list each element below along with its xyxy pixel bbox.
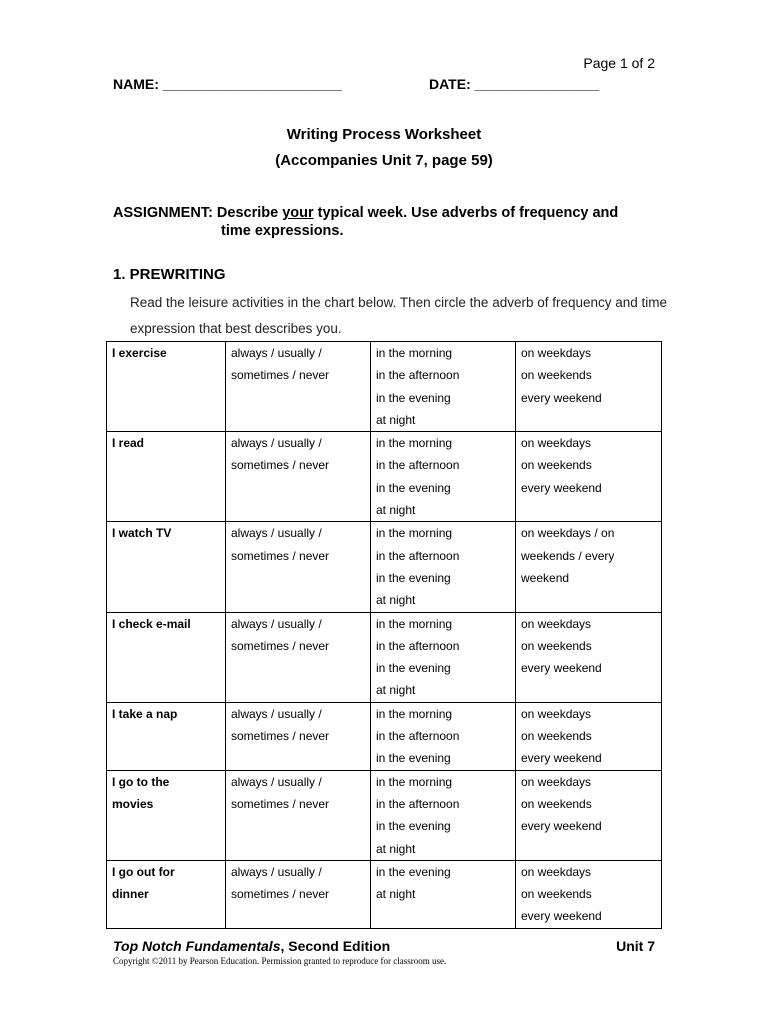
- cell-days[interactable]: [516, 702, 662, 770]
- section-heading: 1. PREWRITING: [113, 266, 226, 283]
- cell-times[interactable]: [371, 522, 516, 612]
- days-option: on weekdays: [521, 706, 592, 721]
- days-option: on weekdays: [521, 864, 592, 879]
- assignment-prefix: ASSIGNMENT: Describe: [113, 205, 283, 221]
- times-option: in the evening: [376, 480, 451, 495]
- cell-times[interactable]: [371, 342, 516, 432]
- adverbs-option: sometimes / never: [231, 729, 330, 744]
- cell-adverbs[interactable]: [226, 702, 371, 770]
- assignment-suffix: typical week. Use adverbs of frequency and: [313, 205, 619, 221]
- cell-activity: [107, 522, 226, 612]
- times-option: at night: [376, 887, 416, 902]
- cell-adverbs[interactable]: [226, 522, 371, 612]
- cell-days[interactable]: [516, 342, 662, 432]
- adverbs-option: always / usually /: [231, 706, 322, 721]
- cell-days[interactable]: [516, 612, 662, 702]
- times-option: in the morning: [376, 346, 453, 360]
- days-option: every weekend: [521, 390, 602, 405]
- days-option: on weekends: [521, 796, 592, 811]
- chart-body: [107, 342, 662, 929]
- times-option: in the morning: [376, 774, 453, 789]
- adverbs-option: sometimes / never: [231, 638, 330, 653]
- days-option: every weekend: [521, 819, 602, 834]
- days-option: every weekend: [521, 909, 602, 924]
- activity-option: movies: [112, 796, 154, 811]
- table-row: [107, 860, 662, 928]
- times-option: in the afternoon: [376, 796, 460, 811]
- times-option: in the afternoon: [376, 458, 460, 473]
- days-option: weekends / every: [521, 548, 615, 563]
- assignment-emphasis: your: [282, 205, 314, 221]
- cell-adverbs[interactable]: [226, 342, 371, 432]
- days-option: on weekends: [521, 458, 592, 473]
- adverbs-option: sometimes / never: [231, 458, 330, 473]
- cell-days[interactable]: [516, 432, 662, 522]
- cell-times[interactable]: [371, 860, 516, 928]
- days-option: on weekends: [521, 729, 592, 744]
- adverbs-option: always / usually /: [231, 436, 322, 451]
- activity-option: I check e-mail: [112, 616, 191, 631]
- cell-adverbs[interactable]: [226, 770, 371, 860]
- times-option: in the evening: [376, 819, 451, 834]
- cell-activity: [107, 860, 226, 928]
- assignment-line-1: [113, 204, 618, 222]
- cell-activity: [107, 702, 226, 770]
- days-option: on weekdays: [521, 346, 592, 360]
- activity-option: I watch TV: [112, 526, 172, 541]
- adverbs-option: always / usually /: [231, 346, 322, 360]
- instructions: Read the leisure activities in the chart below. Then circle the adverb of frequency and time expression that best describes you.: [130, 295, 668, 336]
- cell-days[interactable]: [516, 770, 662, 860]
- activity-option: I read: [112, 436, 145, 451]
- cell-times[interactable]: [371, 612, 516, 702]
- times-option: at night: [376, 683, 416, 698]
- adverbs-option: sometimes / never: [231, 796, 330, 811]
- assignment: [113, 204, 618, 240]
- days-option: on weekends: [521, 638, 592, 653]
- worksheet-title: Writing Process Worksheet: [286, 126, 482, 143]
- days-option: on weekdays: [521, 774, 592, 789]
- name-date-row: [113, 76, 658, 92]
- activity-option: I go out for: [112, 864, 175, 879]
- activity-option: I exercise: [112, 346, 167, 360]
- cell-activity: [107, 770, 226, 860]
- times-option: in the evening: [376, 661, 451, 676]
- times-option: in the afternoon: [376, 548, 460, 563]
- table-row: [107, 702, 662, 770]
- activity-option: dinner: [112, 887, 149, 902]
- days-option: on weekdays / on: [521, 526, 615, 541]
- cell-days[interactable]: [516, 522, 662, 612]
- times-option: in the evening: [376, 390, 451, 405]
- times-option: in the evening: [376, 864, 451, 879]
- footer: [113, 938, 658, 954]
- times-option: in the afternoon: [376, 729, 460, 744]
- book-title: Top Notch Fundamentals: [113, 938, 281, 954]
- page-number: Page 1 of 2: [583, 55, 655, 71]
- days-option: every weekend: [521, 661, 602, 676]
- unit-label: Unit 7: [616, 938, 655, 954]
- times-option: at night: [376, 841, 416, 856]
- days-option: every weekend: [521, 751, 602, 766]
- times-option: in the evening: [376, 570, 451, 585]
- copyright: Copyright ©2011 by Pearson Education. Permission granted to reproduce for classroom use.: [113, 956, 447, 966]
- cell-activity: [107, 342, 226, 432]
- cell-adverbs[interactable]: [226, 612, 371, 702]
- days-option: every weekend: [521, 480, 602, 495]
- cell-adverbs[interactable]: [226, 432, 371, 522]
- times-option: in the evening: [376, 751, 451, 766]
- cell-activity: [107, 612, 226, 702]
- table-row: [107, 612, 662, 702]
- table-row: [107, 770, 662, 860]
- days-option: on weekdays: [521, 436, 592, 451]
- times-option: at night: [376, 593, 416, 608]
- days-option: on weekends: [521, 887, 592, 902]
- leisure-activities-chart: [106, 341, 662, 929]
- times-option: in the morning: [376, 436, 453, 451]
- adverbs-option: sometimes / never: [231, 887, 330, 902]
- times-option: in the morning: [376, 616, 453, 631]
- name-field: NAME: _______________________: [113, 76, 342, 92]
- activity-option: I take a nap: [112, 706, 178, 721]
- adverbs-option: always / usually /: [231, 526, 322, 541]
- activity-option: I go to the: [112, 774, 170, 789]
- adverbs-option: always / usually /: [231, 864, 322, 879]
- adverbs-option: always / usually /: [231, 616, 322, 631]
- cell-times[interactable]: [371, 770, 516, 860]
- worksheet-subtitle: (Accompanies Unit 7, page 59): [275, 152, 493, 169]
- date-field: DATE: ________________: [429, 76, 600, 92]
- adverbs-option: sometimes / never: [231, 368, 330, 383]
- days-option: on weekends: [521, 368, 592, 383]
- times-option: at night: [376, 503, 416, 518]
- times-option: at night: [376, 412, 416, 427]
- cell-activity: [107, 432, 226, 522]
- days-option: weekend: [521, 570, 570, 585]
- adverbs-option: sometimes / never: [231, 548, 330, 563]
- book-edition: , Second Edition: [280, 938, 391, 954]
- adverbs-option: always / usually /: [231, 774, 322, 789]
- times-option: in the morning: [376, 526, 453, 541]
- table-row: [107, 342, 662, 432]
- table-row: [107, 522, 662, 612]
- cell-times[interactable]: [371, 432, 516, 522]
- days-option: on weekdays: [521, 616, 592, 631]
- table-row: [107, 432, 662, 522]
- cell-times[interactable]: [371, 702, 516, 770]
- cell-adverbs[interactable]: [226, 860, 371, 928]
- cell-days[interactable]: [516, 860, 662, 928]
- assignment-line-2: time expressions.: [221, 223, 344, 239]
- times-option: in the afternoon: [376, 638, 460, 653]
- times-option: in the afternoon: [376, 368, 460, 383]
- times-option: in the morning: [376, 706, 453, 721]
